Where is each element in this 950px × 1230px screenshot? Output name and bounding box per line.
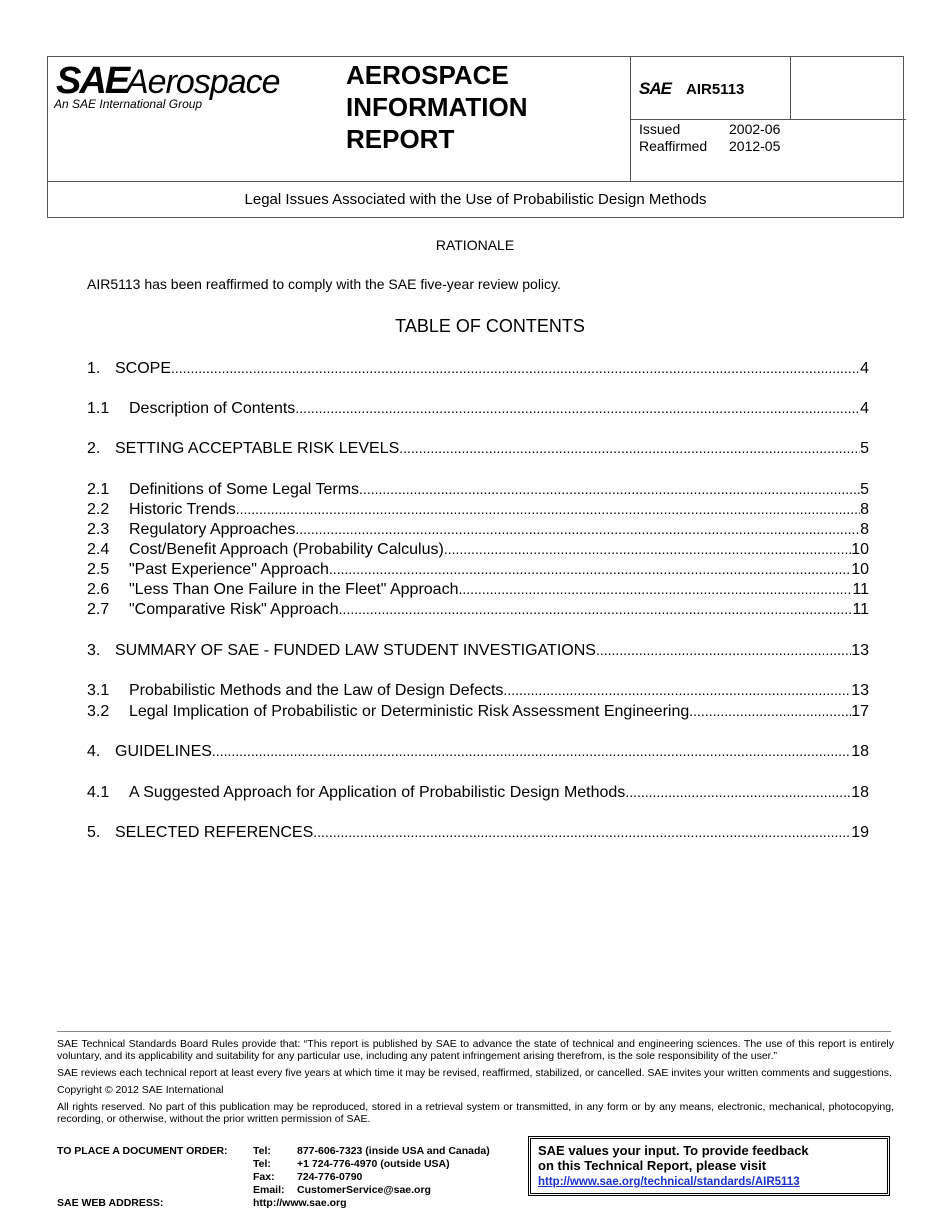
sae-logo-mark: SAE	[56, 60, 129, 102]
toc-entry-title: SUMMARY OF SAE - FUNDED LAW STUDENT INVESTIGATIONS	[115, 642, 596, 659]
footer-rights-text: All rights reserved. No part of this publication may be reproduced, stored in a retrieval system or transmitted, in any form or by any means, electronic, mechanical, photocopying, recording, or otherwise, without the prior written permission of SAE.	[57, 1101, 894, 1125]
toc-entry-title: Description of Contents	[129, 400, 296, 417]
order-label: TO PLACE A DOCUMENT ORDER:	[57, 1145, 228, 1157]
toc-entry-title: Cost/Benefit Approach (Probability Calculus)	[129, 541, 444, 558]
toc-entry-page: 18	[851, 784, 869, 801]
toc-leader-dots	[359, 481, 860, 499]
document-header	[47, 56, 904, 218]
issued-label: Issued	[639, 121, 681, 137]
toc-entry-page: 17	[851, 703, 869, 720]
toc-leader-dots	[458, 581, 852, 599]
toc-entry-number: 3.2	[87, 703, 110, 720]
tel-international: +1 724-776-4970 (outside USA)	[297, 1158, 450, 1170]
feedback-link[interactable]: http://www.sae.org/technical/standards/AIR5113	[538, 1176, 800, 1188]
toc-entry-page: 10	[851, 561, 869, 578]
issued-date: 2002-06	[729, 121, 781, 137]
toc-entry-title: Legal Implication of Probabilistic or Deterministic Risk Assessment Engineering	[129, 703, 690, 720]
toc-entry-number: 2.6	[87, 581, 110, 598]
toc-entry-page: 5	[860, 481, 869, 498]
toc-entry-title: A Suggested Approach for Application of Probabilistic Design Methods	[129, 784, 626, 801]
toc-entry[interactable]	[87, 501, 869, 521]
toc-leader-dots	[329, 561, 851, 579]
aerospace-wordmark: Aerospace	[126, 63, 280, 101]
toc-entry-number: 5.	[87, 824, 101, 841]
toc-entry-title: "Comparative Risk" Approach	[129, 601, 339, 618]
toc-entry-title: GUIDELINES	[115, 743, 212, 760]
toc-entry-page: 8	[860, 501, 869, 518]
footer-notice	[57, 1038, 894, 1130]
toc-entry[interactable]	[87, 682, 869, 702]
toc-leader-dots	[171, 360, 860, 378]
toc-entry[interactable]	[87, 481, 869, 501]
email-address[interactable]: CustomerService@sae.org	[297, 1184, 431, 1196]
toc-entry-title: SELECTED REFERENCES	[115, 824, 314, 841]
toc-entry[interactable]	[87, 440, 869, 460]
doc-type-cell	[346, 57, 616, 181]
web-label: SAE WEB ADDRESS:	[57, 1197, 164, 1209]
toc-leader-dots	[295, 521, 860, 539]
toc-entry[interactable]	[87, 360, 869, 380]
toc-entry[interactable]	[87, 521, 869, 541]
web-address[interactable]: http://www.sae.org	[253, 1197, 347, 1209]
header-top-row	[48, 57, 903, 182]
toc-entry[interactable]	[87, 601, 869, 621]
sae-mini-logo: SAE	[639, 79, 671, 98]
toc-entry-page: 13	[851, 642, 869, 659]
toc-leader-dots	[444, 541, 851, 559]
toc-entry-title: "Less Than One Failure in the Fleet" Approach	[129, 581, 459, 598]
toc-entry-number: 1.	[87, 360, 101, 377]
toc-leader-dots	[625, 784, 851, 802]
toc-entry-number: 3.	[87, 642, 101, 659]
reaffirmed-label: Reaffirmed	[639, 138, 708, 154]
reaffirmed-date: 2012-05	[729, 138, 781, 154]
toc-entry-title: "Past Experience" Approach	[129, 561, 329, 578]
feedback-box	[528, 1136, 890, 1196]
toc-entry-number: 4.1	[87, 784, 110, 801]
toc-entry[interactable]	[87, 824, 869, 844]
fax-label: Fax:	[253, 1171, 275, 1183]
toc-heading: TABLE OF CONTENTS	[395, 316, 585, 336]
footer-rules-text: SAE Technical Standards Board Rules provide that: “This report is published by SAE to advance the state of technical and engineering sciences. The use of this report is entirely voluntary, and its applicability and suitability for any particular use, including any patent infringement arising therefrom, is the sole responsibility of the user.”	[57, 1038, 894, 1062]
toc-leader-dots	[212, 743, 851, 761]
tel-label-2: Tel:	[253, 1158, 271, 1170]
toc-entry-title: Definitions of Some Legal Terms	[129, 481, 360, 498]
blank-cell	[790, 57, 906, 119]
toc-entry[interactable]	[87, 703, 869, 723]
toc-leader-dots	[596, 642, 851, 660]
issue-dates	[639, 121, 780, 155]
toc-entry-number: 2.4	[87, 541, 110, 558]
toc-entry-page: 18	[851, 743, 869, 760]
toc-entry-page: 19	[851, 824, 869, 841]
tel-label: Tel:	[253, 1145, 271, 1157]
toc-entry[interactable]	[87, 581, 869, 601]
toc-leader-dots	[313, 824, 851, 842]
toc-entry-number: 4.	[87, 743, 101, 760]
toc-entry-number: 2.	[87, 440, 101, 457]
toc-entry-number: 2.3	[87, 521, 110, 538]
document-number: AIR5113	[686, 81, 745, 98]
toc-entry-page: 8	[860, 521, 869, 538]
toc-entry-number: 2.1	[87, 481, 110, 498]
toc-entry-title: SCOPE	[115, 360, 172, 377]
toc-entry[interactable]	[87, 400, 869, 420]
toc-entry-page: 4	[860, 400, 869, 417]
toc-leader-dots	[339, 601, 853, 619]
toc-entry[interactable]	[87, 642, 869, 662]
toc-entry-page: 11	[852, 581, 869, 598]
document-subtitle: Legal Issues Associated with the Use of Probabilistic Design Methods	[244, 191, 707, 208]
document-type-title: AEROSPACE INFORMATION REPORT	[346, 60, 528, 154]
feedback-line-2: on this Technical Report, please visit	[538, 1158, 767, 1173]
footer-review-text: SAE reviews each technical report at least every five years at which time it may be revised, reaffirmed, stabilized, or cancelled. SAE invites your written comments and suggestions.	[57, 1067, 892, 1079]
tel-domestic: 877-606-7323 (inside USA and Canada)	[297, 1145, 490, 1157]
toc-entry[interactable]	[87, 743, 869, 763]
toc-leader-dots	[503, 682, 851, 700]
footer-copyright: Copyright © 2012 SAE International	[57, 1084, 224, 1096]
doc-meta-cell	[630, 57, 906, 181]
toc-entry[interactable]	[87, 784, 869, 804]
toc-entry-title: Historic Trends	[129, 501, 236, 518]
toc-leader-dots	[295, 400, 860, 418]
feedback-line-1: SAE values your input. To provide feedback	[538, 1143, 809, 1158]
toc-entry-page: 4	[860, 360, 869, 377]
toc-entry-title: Regulatory Approaches	[129, 521, 296, 538]
toc-leader-dots	[399, 440, 860, 458]
toc-leader-dots	[236, 501, 860, 519]
toc-entry-page: 5	[860, 440, 869, 457]
toc-entry-page: 13	[851, 682, 869, 699]
toc-entry-title: SETTING ACCEPTABLE RISK LEVELS	[115, 440, 400, 457]
toc-entry-number: 2.5	[87, 561, 110, 578]
footer-divider	[57, 1031, 891, 1032]
toc-entry-number: 3.1	[87, 682, 110, 699]
fax-number: 724-776-0790	[297, 1171, 363, 1183]
toc-entry-page: 11	[852, 601, 869, 618]
brand-tagline: An SAE International Group	[54, 97, 203, 111]
doc-number-row	[631, 57, 906, 120]
email-label: Email:	[253, 1184, 285, 1196]
toc-entry[interactable]	[87, 561, 869, 581]
toc-leader-dots	[689, 703, 851, 721]
rationale-heading: RATIONALE	[435, 237, 515, 253]
toc-entry-page: 10	[851, 541, 869, 558]
toc-entry-title: Probabilistic Methods and the Law of Design Defects	[129, 682, 504, 699]
toc-entry-number: 2.2	[87, 501, 110, 518]
rationale-text: AIR5113 has been reaffirmed to comply with the SAE five-year review policy.	[87, 276, 561, 292]
toc-entry[interactable]	[87, 541, 869, 561]
toc-entry-number: 1.1	[87, 400, 110, 417]
toc-entry-number: 2.7	[87, 601, 110, 618]
brand-logo	[48, 57, 338, 181]
